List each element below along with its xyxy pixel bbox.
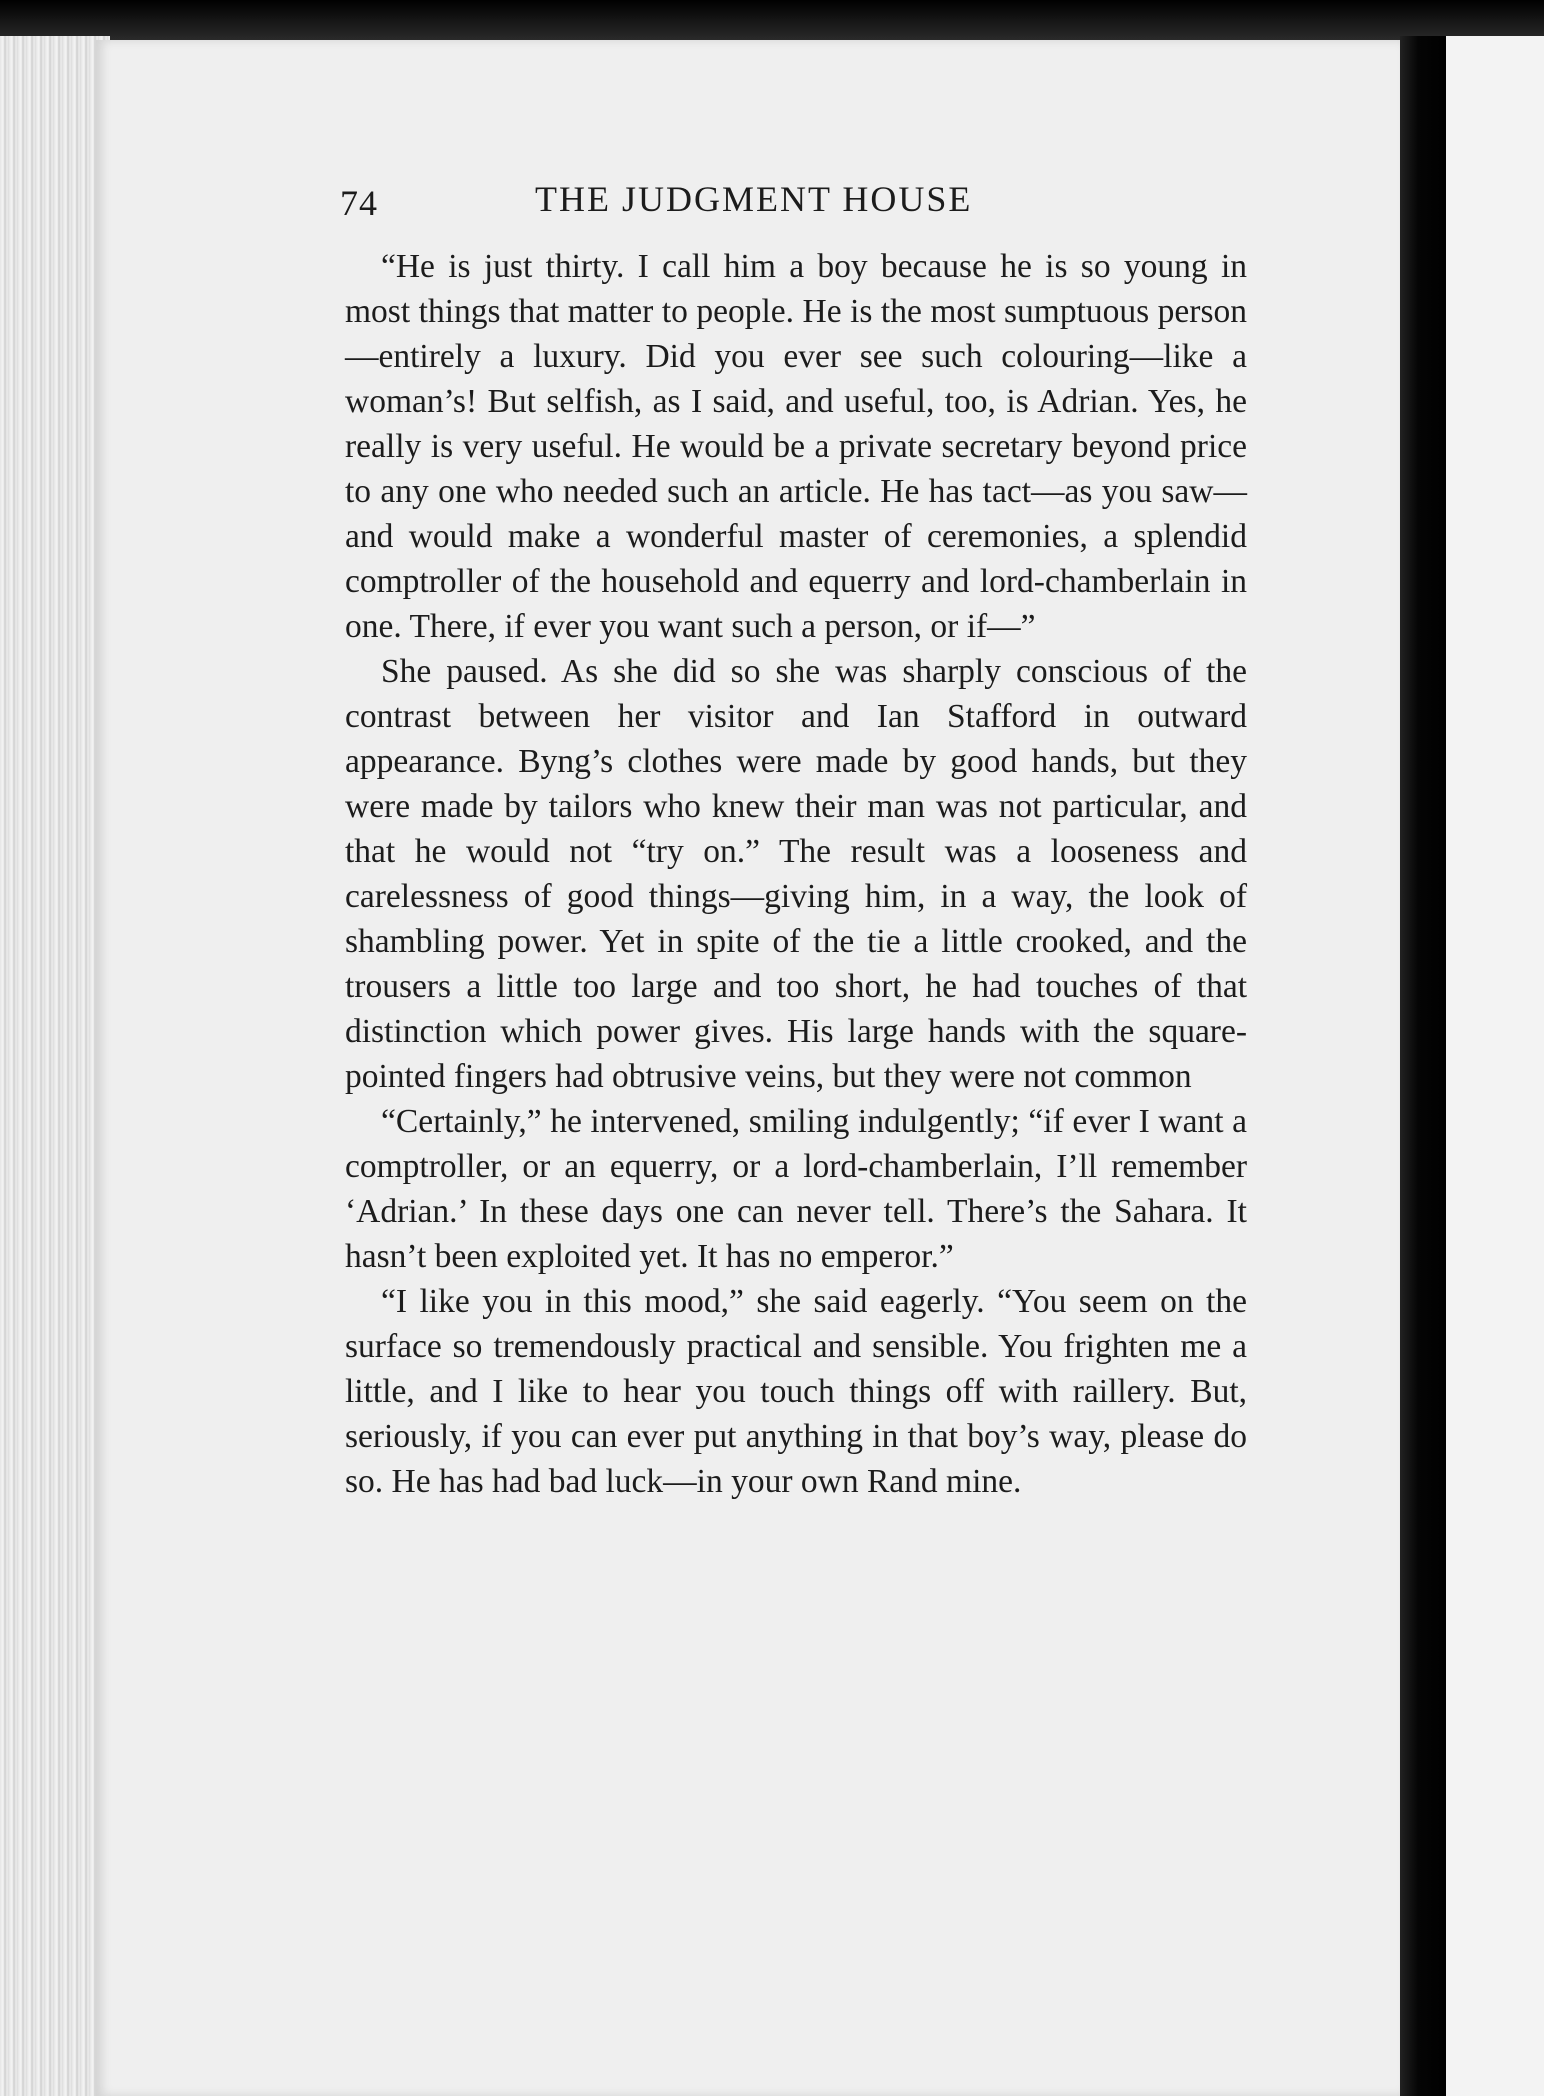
paragraph: “I like you in this mood,” she said eagerly. “You seem on the surface so tremendously practical and sensible. You frighten me a little, and I like to hear you touch things off with raillery. But, seriously, if you can ever put anything in that boy’s way, please do so. He has had bad luck—in your own Rand mine. (345, 1283, 1247, 1500)
paragraph: “He is just thirty. I call him a boy because he is so young in most things that matter to people. He is the most sumptuous person—entirely a luxury. Did you ever see such colouring—like a woman’s! But selfish, as I said, and useful, too, is Adrian. Yes, he really is very useful. He would be a private secretary beyond price to any one who needed such an article. He has tact—as you saw—and would make a wonderful master of ceremonies, a splendid comptroller of the household and equerry and lord-chamberlain in one. There, if ever you want such a person, or if—” (345, 248, 1247, 645)
page-stack-edge (0, 36, 110, 2096)
page-header (340, 172, 1240, 232)
scan-top-edge (0, 0, 1544, 40)
paragraph: “Certainly,” he intervened, smiling indulgently; “if ever I want a comptroller, or an equerry, or a lord-chamberlain, I’ll remember ‘Adrian.’ In these days one can never tell. There’s the Sahara. It hasn’t been exploited yet. It has no emperor.” (345, 1103, 1247, 1275)
body-text (345, 244, 1247, 1504)
running-head: THE JUDGMENT HOUSE (535, 179, 973, 219)
book-gutter (1400, 36, 1446, 2096)
page-number: 74 (340, 183, 378, 223)
paragraph: She paused. As she did so she was sharply conscious of the contrast between her visitor and Ian Stafford in outward appearance. Byng’s clothes were made by good hands, but they were made by tailors who knew their man was not particular, and that he would not “try on.” The result was a looseness and carelessness of good things—giving him, in a way, the look of shambling power. Yet in spite of the tie a little crooked, and the trousers a little too large and too short, he had touches of that distinction which power gives. His large hands with the square-pointed fingers had obtrusive veins, but they were not common (345, 653, 1247, 1095)
facing-page-edge (1446, 36, 1544, 2096)
